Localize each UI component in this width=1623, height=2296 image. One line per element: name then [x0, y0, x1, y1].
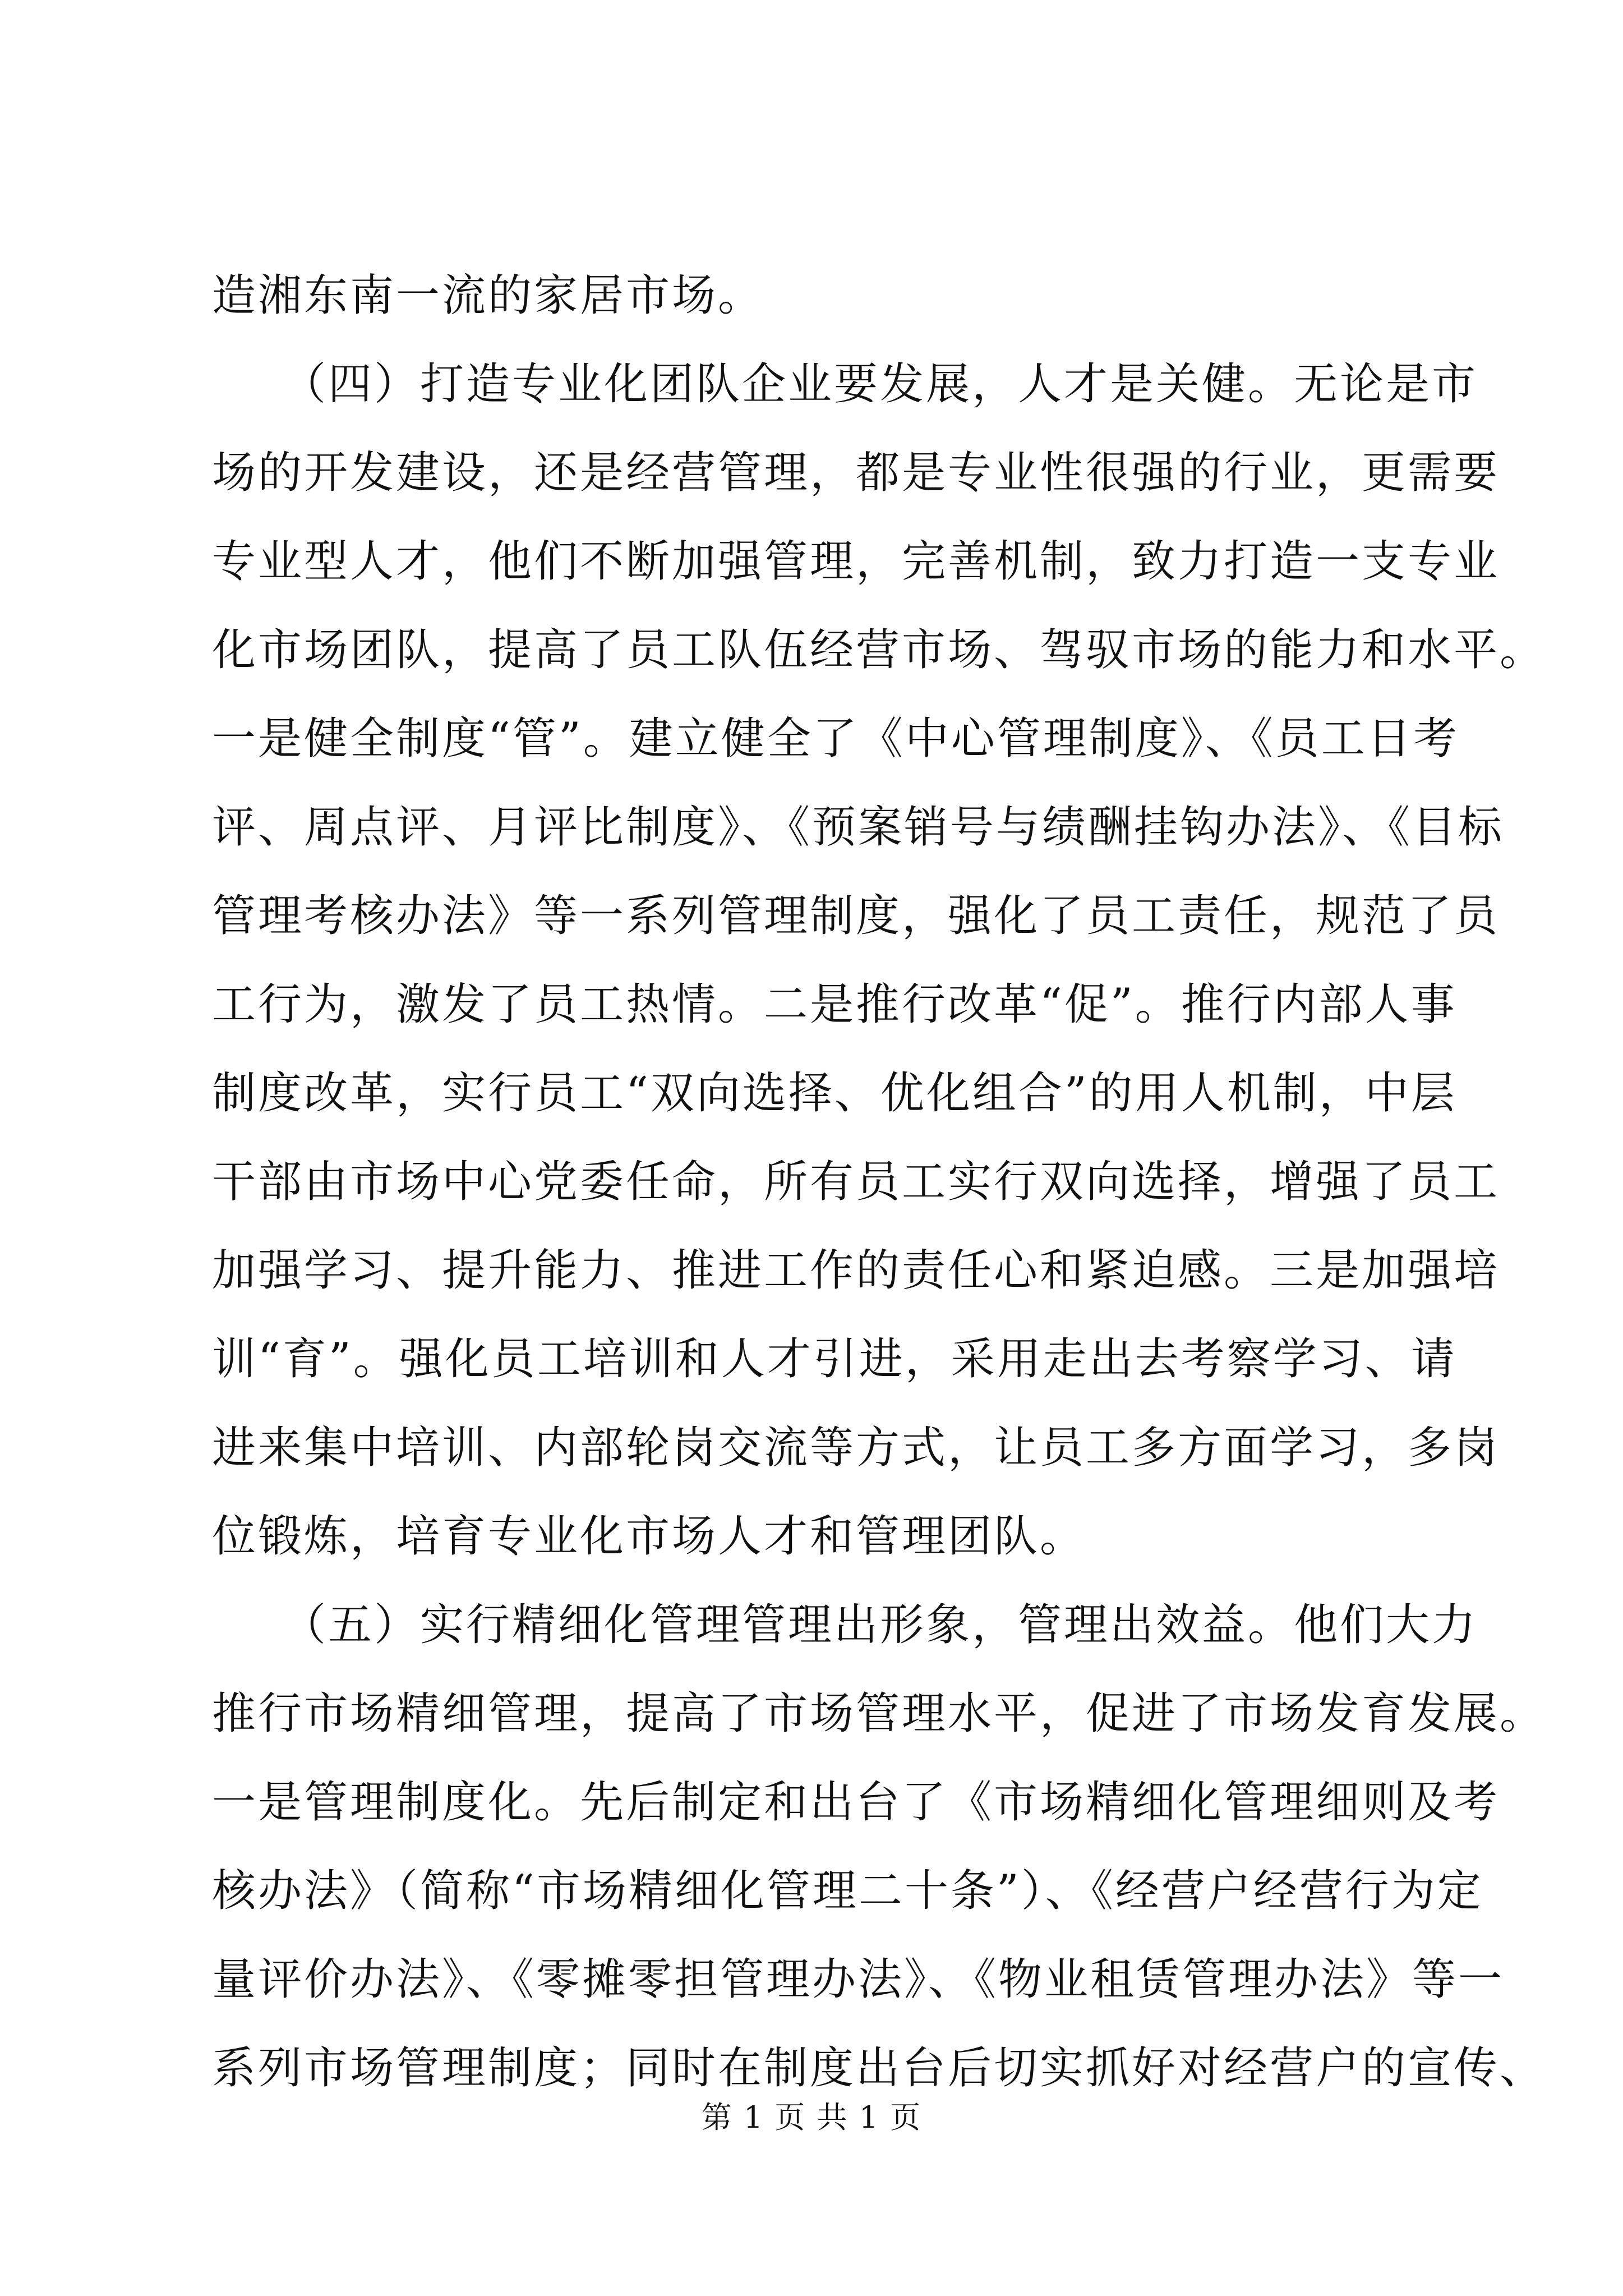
text-line: 推行市场精细管理，提高了市场管理水平，促进了市场发育发展。 [212, 1688, 1546, 1739]
text-line: 系列市场管理制度；同时在制度出台后切实抓好对经营户的宣传、 [212, 2043, 1546, 2093]
text-line: （四）打造专业化团队企业要发展，人才是关健。无论是市 [212, 359, 1478, 409]
text-line: 进来集中培训、内部轮岗交流等方式，让员工多方面学习，多岗 [212, 1423, 1500, 1473]
text-line: 干部由市场中心党委任命，所有员工实行双向选择，增强了员工 [212, 1157, 1500, 1207]
text-line: 制度改革，实行员工“双向选择、优化组合”的用人机制，中层 [212, 1068, 1457, 1119]
text-line: 位锻炼，培育专业化市场人才和管理团队。 [212, 1511, 1086, 1562]
body-text [212, 251, 1546, 2113]
text-line: 训“育”。强化员工培训和人才引进，采用走出去考察学习、请 [212, 1334, 1457, 1384]
text-line: 一是管理制度化。先后制定和出台了《市场精细化管理细则及考 [212, 1777, 1500, 1828]
text-line: 化市场团队，提高了员工队伍经营市场、驾驭市场的能力和水平。 [212, 625, 1546, 675]
text-line: 专业型人才，他们不断加强管理，完善机制，致力打造一支专业 [212, 536, 1500, 587]
text-line: 加强学习、提升能力、推进工作的责任心和紧迫感。三是加强培 [212, 1245, 1500, 1296]
text-line: 核办法》（简称“市场精细化管理二十条”）、《经营户经营行为定 [212, 1866, 1483, 1916]
text-line: 场的开发建设，还是经营管理，都是专业性很强的行业，更需要 [212, 448, 1500, 498]
text-line: 一是健全制度“管”。建立健全了《中心管理制度》、《员工日考 [212, 714, 1459, 764]
text-line: 量评价办法》、《零摊零担管理办法》、《物业租赁管理办法》等一 [212, 1954, 1505, 2005]
text-line: 管理考核办法》等一系列管理制度，强化了员工责任，规范了员 [212, 891, 1500, 941]
text-line: 工行为，激发了员工热情。二是推行改革“促”。推行内部人事 [212, 979, 1457, 1030]
text-line: （五）实行精细化管理管理出形象，管理出效益。他们大力 [212, 1600, 1478, 1650]
page-number-footer: 第 1 页 共 1 页 [701, 2100, 922, 2135]
text-line: 评、周点评、月评比制度》、《预案销号与绩酬挂钩办法》、《目标 [212, 802, 1505, 853]
text-line: 造湘东南一流的家居市场。 [212, 270, 764, 321]
